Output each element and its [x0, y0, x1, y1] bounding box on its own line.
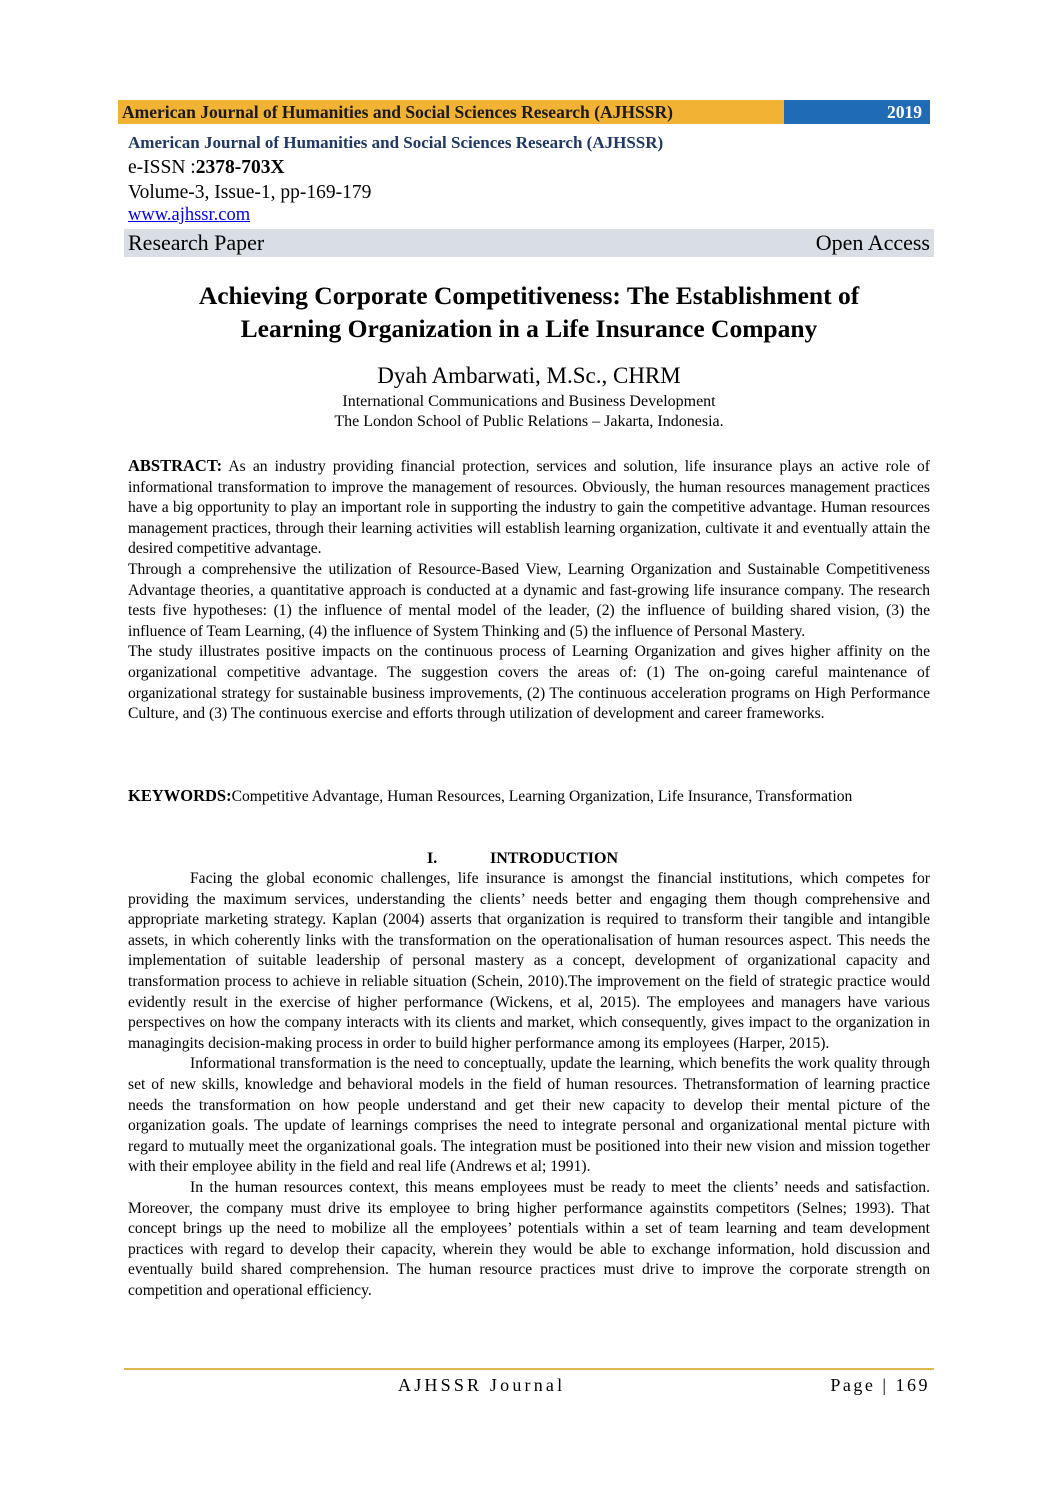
- intro-paragraph-2: Informational transformation is the need to conceptually, update the learning, which benefits the work quality through set of new skills, knowledge and behavioral models in the field of human resources. Thetransformation of learning practice needs the transformation on how people understand and get their new capacity to develop their mental picture of the organization goals. The update of learnings comprises the need to integrate personal and organizational mental picture with regard to mutually meet the organizational goals. The integration must be positioned into their new vision and mission together with their employee ability in the field and real life (Andrews et al; 1991).: [128, 1055, 930, 1176]
- abstract-paragraph-3: The study illustrates positive impacts on the continuous process of Learning Organization and gives higher affinity on the organizational competitive advantage. The suggestion covers the areas of: (1) The on-going careful maintenance of organizational strategy for sustainable business improvements, (2) The continuous acceleration programs on High Performance Culture, and (3) The continuous exercise and efforts through utilization of development and career frameworks.: [128, 643, 930, 723]
- keywords-label: KEYWORDS:: [128, 786, 232, 805]
- keywords-text: Competitive Advantage, Human Resources, Learning Organization, Life Insurance, Transformation: [231, 788, 853, 805]
- issn-label: e-ISSN :: [128, 157, 196, 178]
- abstract-paragraph-2: Through a comprehensive the utilization of Resource-Based View, Learning Organization and Sustainable Competitiveness Advantage theories, a quantitative approach is conducted at a dynamic and fast-growing life insurance company. The research tests five hypotheses: (1) the influence of mental model of the leader, (2) the influence of building shared vision, (3) the influence of Team Learning, (4) the influence of System Thinking and (5) the influence of Personal Mastery.: [128, 560, 930, 640]
- paper-type-bar: [124, 229, 934, 257]
- website-link[interactable]: www.ajhssr.com: [128, 205, 251, 225]
- journal-header-bar: [118, 100, 930, 124]
- header-journal-name: American Journal of Humanities and Social Sciences Research (AJHSSR): [118, 100, 784, 124]
- header-year: 2019: [784, 100, 930, 124]
- affiliation-2: The London School of Public Relations – Jakarta, Indonesia.: [334, 413, 724, 430]
- access-type: Open Access: [815, 230, 930, 255]
- masthead-journal-name: American Journal of Humanities and Social Sciences Research (AJHSSR): [128, 133, 664, 152]
- paper-type: Research Paper: [128, 230, 265, 255]
- section-number: I.: [427, 850, 438, 867]
- intro-paragraph-1: Facing the global economic challenges, life insurance is amongst the financial institutions, which competes for providing the maximum services, understanding the clients’ needs better and engaging them though comprehensive and appropriate marketing strategy. Kaplan (2004) asserts that organization is required to transform their tangible and intangible assets, in which coherently links with the transformation on the operationalisation of human resources aspect. This needs the implementation of suitable leadership of personal mastery as a concept, development of organizational capacity and transformation process to achieve in reliable situation (Schein, 2010).The improvement on the field of strategic practice would evidently result in the exercise of higher performance (Wickens, et al, 2015). The employees and managers have various perspectives on how the company interacts with its clients and market, which consequently, gives impact to the organization in managingits decision-making process in order to build higher performance among its employees (Harper, 2015).: [128, 870, 930, 1052]
- article-title: [110, 279, 948, 345]
- author-name: Dyah Ambarwati, M.Sc., CHRM: [377, 363, 681, 388]
- issn-value: 2378-703X: [195, 157, 285, 178]
- affiliation-1: International Communications and Business Development: [342, 393, 716, 410]
- footer-journal: AJHSSR Journal: [398, 1375, 566, 1395]
- abstract-label: ABSTRACT:: [128, 456, 223, 475]
- issn-line: [128, 157, 285, 179]
- section-title: INTRODUCTION: [490, 850, 619, 867]
- introduction-body: [128, 869, 930, 1301]
- abstract-paragraph-1: [128, 456, 930, 560]
- keywords-section: [128, 786, 930, 808]
- title-line-2: Learning Organization in a Life Insurance Company: [240, 314, 818, 343]
- title-line-1: Achieving Corporate Competitiveness: The Establishment of: [198, 281, 860, 310]
- footer-divider: [124, 1368, 934, 1370]
- volume-line: Volume-3, Issue-1, pp-169-179: [128, 182, 372, 203]
- abstract-section: [128, 456, 930, 725]
- abstract-text-1: As an industry providing financial protection, services and solution, life insurance plays an active role of informational transformation to improve the management of resources. Obviously, the human resources management practices have a big opportunity to play an important role in supporting the industry to gain the competitive advantage. Human resources management practices, through their learning activities will establish learning organization, cultivate it and eventually attain the desired competitive advantage.: [128, 458, 930, 558]
- footer-page-number: Page | 169: [830, 1375, 930, 1395]
- intro-paragraph-3: In the human resources context, this means employees must be ready to meet the clients’ needs and satisfaction. Moreover, the company must drive its employee to bring higher performance againstits competitors (Selnes; 1993). That concept brings up the need to mobilize all the employees’ potentials within a set of team learning and team development practices with regard to develop their capacity, wherein they would be able to exchange information, hold discussion and eventually build shared comprehension. The human resource practices must drive to improve the corporate strength on competition and operational efficiency.: [128, 1178, 930, 1299]
